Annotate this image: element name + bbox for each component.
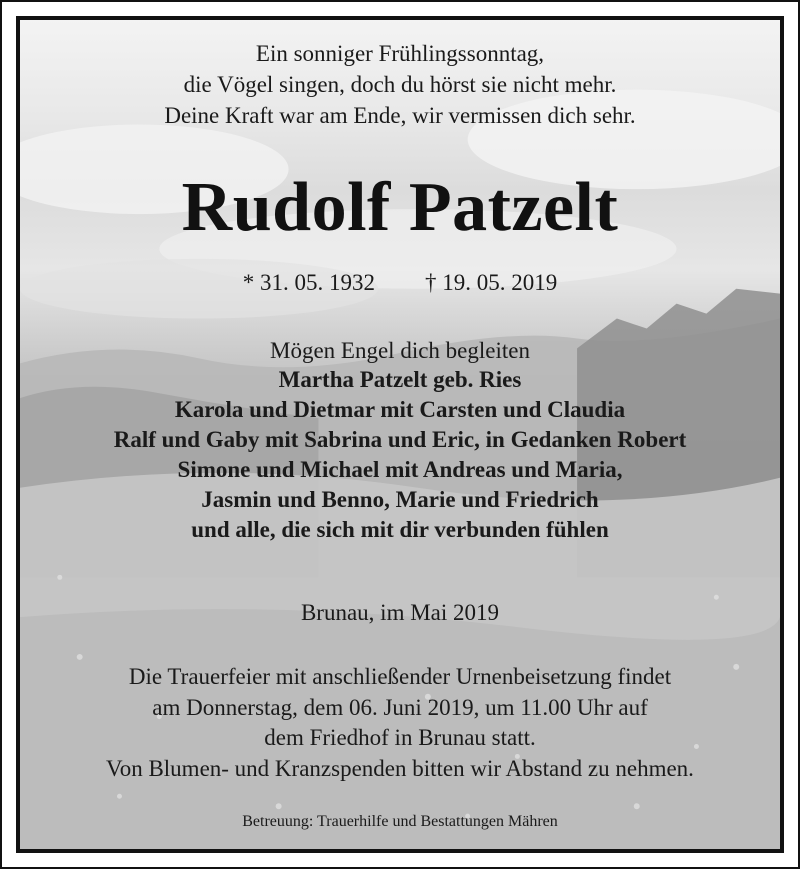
place-and-date: Brunau, im Mai 2019 <box>300 600 500 625</box>
funeral-details <box>20 662 780 784</box>
mourner-line: Karola und Dietmar mit Carsten und Claudia <box>174 397 626 422</box>
memorial-verse <box>20 38 780 131</box>
mourner-line: Martha Patzelt geb. Ries <box>278 367 522 392</box>
death-date: † 19. 05. 2019 <box>425 270 558 295</box>
deceased-name: Rudolf Patzelt <box>181 169 619 246</box>
birth-date: * 31. 05. 1932 <box>242 270 375 295</box>
verse-line: die Vögel singen, doch du hörst sie nicht mehr. <box>183 72 617 97</box>
notice-frame <box>16 16 784 853</box>
funeral-line: Die Trauerfeier mit anschließender Urnenbeisetzung findet <box>128 664 672 689</box>
mourner-line: Simone und Michael mit Andreas und Maria, <box>177 457 623 482</box>
funeral-line: am Donnerstag, dem 06. Juni 2019, um 11.00 Uhr auf <box>152 694 648 720</box>
verse-line: Deine Kraft war am Ende, wir vermissen dich sehr. <box>164 103 636 128</box>
mourner-line: Ralf und Gaby mit Sabrina und Eric, in Gedanken Robert <box>113 427 687 452</box>
mourner-line: Jasmin und Benno, Marie und Friedrich <box>201 487 599 512</box>
verse-line: Ein sonniger Frühlingssonntag, <box>255 41 545 66</box>
farewell-wish: Mögen Engel dich begleiten <box>270 338 530 363</box>
life-dates <box>20 268 780 298</box>
mourners-list <box>20 365 780 545</box>
notice-text <box>20 20 780 849</box>
funeral-service-credit: Betreuung: Trauerhilfe und Bestattungen Mähren <box>242 813 558 830</box>
funeral-line: Von Blumen- und Kranzspenden bitten wir Abstand zu nehmen. <box>106 755 694 781</box>
funeral-line: dem Friedhof in Brunau statt. <box>264 725 536 750</box>
mourner-line: und alle, die sich mit dir verbunden fühlen <box>191 517 609 542</box>
